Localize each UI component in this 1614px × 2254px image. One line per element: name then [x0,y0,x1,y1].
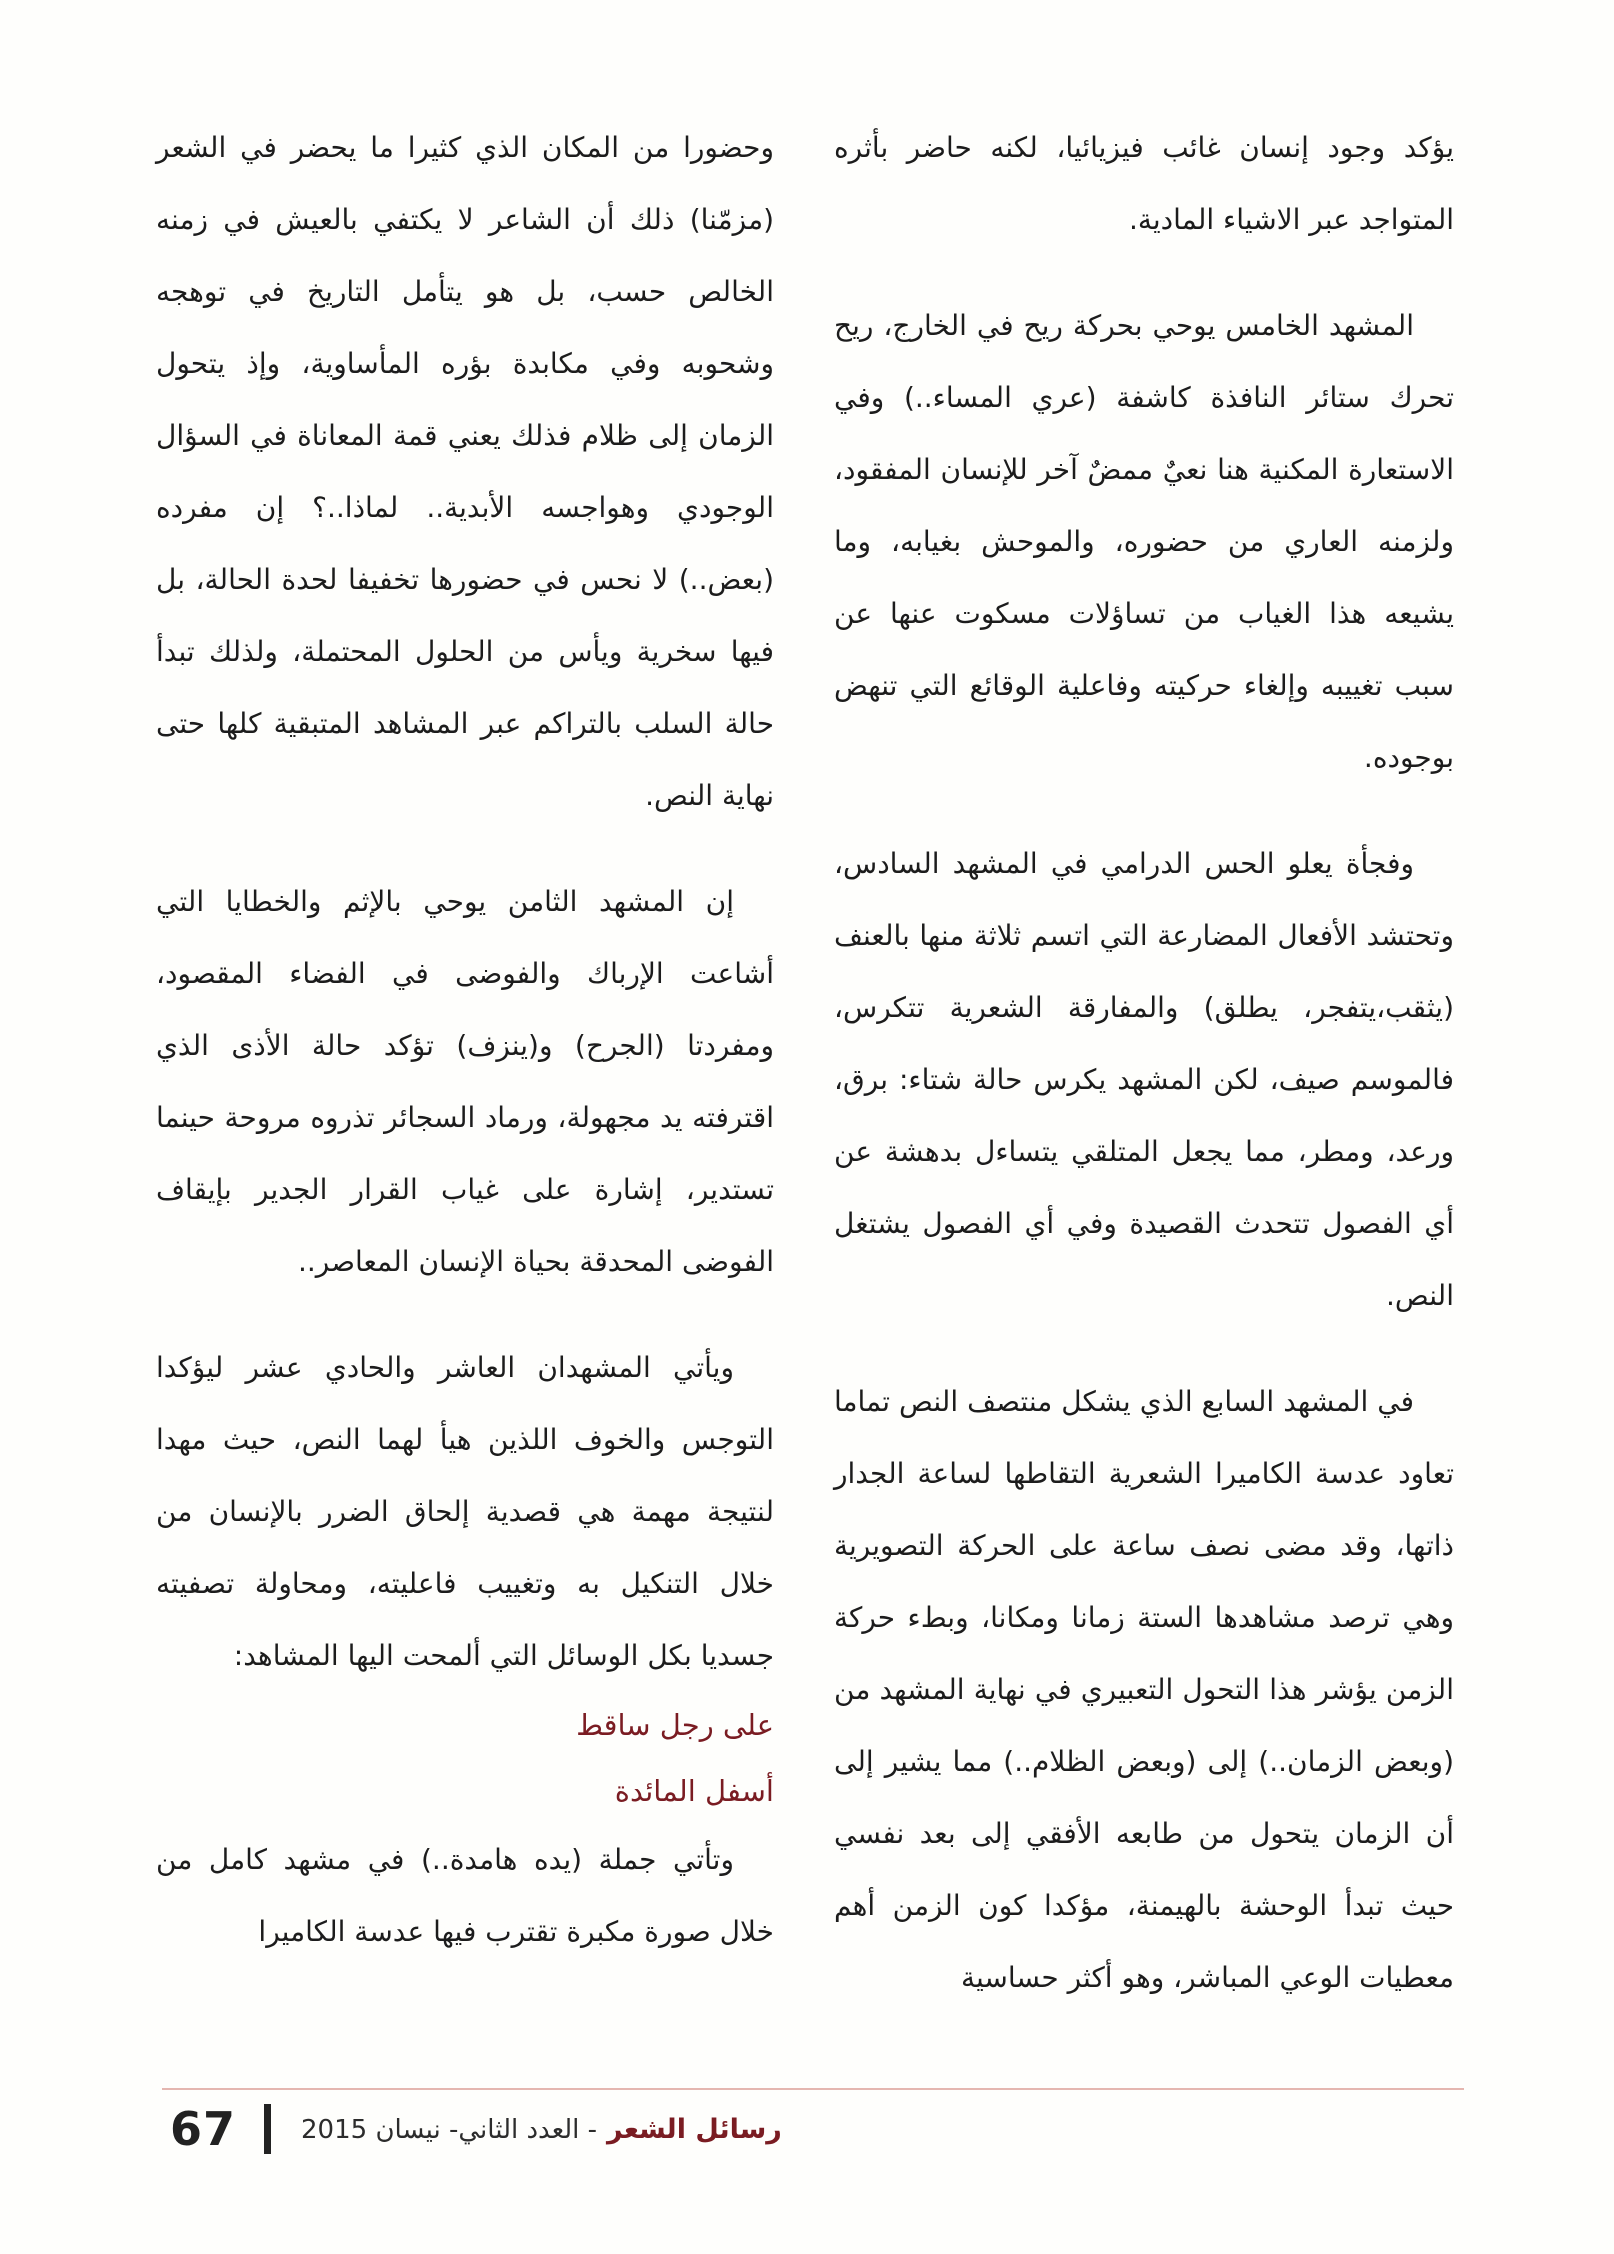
paragraph-left-3: ويأتي المشهدان العاشر والحادي عشر ليؤكدا التوجس والخوف اللذين هيأ لهما النص، حيث مهدا لنتيجة مهمة هي قصدية إلحاق الضرر بالإنسان من خلال التنكيل به وتغييب فاعليته، ومحاولة تصفيته جسديا بكل الوسائل التي ألمحت اليها المشاهد: [156,1351,774,1672]
page-footer [170,2102,782,2156]
footer-publication-info [301,2114,782,2145]
paragraph-right-1: يؤكد وجود إنسان غائب فيزيائيا، لكنه حاضر بأثره المتواجد عبر الاشياء المادية. [834,131,1454,236]
left-column [156,112,774,1968]
paragraph-right-4: في المشهد السابع الذي يشكل منتصف النص تماما تعاود عدسة الكاميرا الشعرية التقاطها لساعة الجدار ذاتها، وقد مضى نصف ساعة على الحركة التصويرية وهي ترصد مشاهدها الستة زمانا ومكانا، وبطء حركة الزمن يؤشر هذا التحول التعبيري في نهاية المشهد من (وبعض الزمان..) إلى (وبعض الظلام..) مما يشير إلى أن الزمان يتحول من طابعه الأفقي إلى بعد نفسي حيث تبدأ الوحشة بالهيمنة، مؤكدا كون الزمن أهم معطيات الوعي المباشر، وهو أكثر حساسية [834,1385,1454,1994]
footer-separator-bar [264,2104,271,2154]
page-number: 67 [170,2102,237,2156]
paragraph-right-3: وفجأة يعلو الحس الدرامي في المشهد السادس، وتحتشد الأفعال المضارعة التي اتسم ثلاثة منها بالعنف (يثقب،يتفجر، يطلق) والمفارقة الشعرية تتكرس، فالموسم صيف، لكن المشهد يكرس حالة شتاء: برق، ورعد، ومطر، مما يجعل المتلقي يتساءل بدهشة عن أي الفصول تتحدث القصيدة وفي أي الفصول يشتغل النص. [834,847,1454,1312]
right-column [834,112,1454,2014]
verse-line-2: أسفل المائدة [614,1774,774,1808]
paragraph-right-2: المشهد الخامس يوحي بحركة ريح في الخارج، ريح تحرك ستائر النافذة كاشفة (عري المساء..) وفي الاستعارة المكنية هنا نعيٌ ممضٌ آخر للإنسان المفقود، ولزمنه العاري من حضوره، والموحش بغيابه، وما يشيعه هذا الغياب من تساؤلات مسكوت عنها عن سبب تغييبه وإلغاء حركيته وفاعلية الوقائع التي تنهض بوجوده. [834,309,1454,774]
verse-line-1: على رجل ساقط [576,1708,774,1742]
paragraph-left-4: وتأتي جملة (يده هامدة..) في مشهد كامل من خلال صورة مكبرة تقترب فيها عدسة الكاميرا [156,1843,774,1948]
magazine-name: رسائل الشعر [607,2113,782,2145]
footer-divider [162,2088,1464,2090]
paragraph-left-1: وحضورا من المكان الذي كثيرا ما يحضر في الشعر (مزمّنا) ذلك أن الشاعر لا يكتفي بالعيش في زمنه الخالص حسب، بل هو يتأمل التاريخ في توهجه وشحوبه وفي مكابدة بؤره المأساوية، وإذ يتحول الزمان إلى ظلام فذلك يعني قمة المعاناة في السؤال الوجودي وهواجسه الأبدية.. لماذا..؟ إن مفرده (بعض..) لا نحس في حضورها تخفيفا لحدة الحالة، بل فيها سخرية ويأس من الحلول المحتملة، ولذلك تبدأ حالة السلب بالتراكم عبر المشاهد المتبقية كلها حتى نهاية النص. [156,131,774,812]
paragraph-left-2: إن المشهد الثامن يوحي بالإثم والخطايا التي أشاعت الإرباك والفوضى في الفضاء المقصود، ومفردتا (الجرح) و(ينزف) تؤكد حالة الأذى الذي اقترفته يد مجهولة، ورماد السجائر تذروه مروحة حينما تستدير، إشارة على غياب القرار الجدير بإيقاف الفوضى المحدقة بحياة الإنسان المعاصر.. [156,885,774,1278]
issue-info: - العدد الثاني- نيسان 2015 [301,2114,598,2145]
